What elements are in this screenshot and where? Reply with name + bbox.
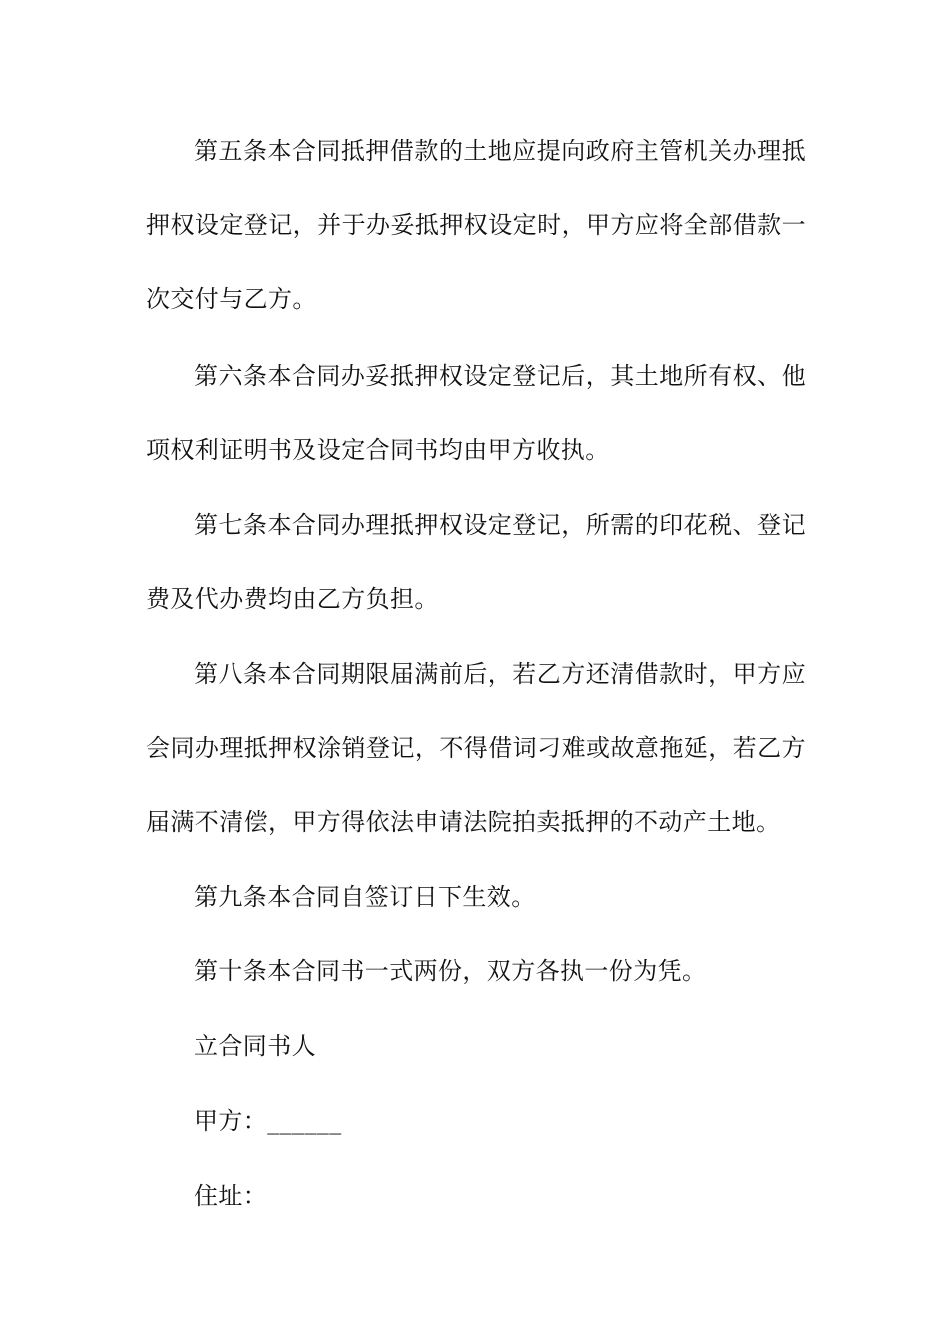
party-a-label: 甲方： <box>194 1107 268 1135</box>
party-a-line <box>146 1084 806 1158</box>
party-a-blank: ______ <box>267 1107 342 1135</box>
address-label: 住址： <box>194 1182 268 1210</box>
signatories-heading: 立合同书人 <box>194 1032 316 1060</box>
article-10-paragraph: 第十条本合同书一式两份，双方各执一份为凭。 <box>194 957 707 985</box>
article-5-paragraph: 第五条本合同抵押借款的土地应提向政府主管机关办理抵押权设定登记，并于办妥抵押权设定时，甲方应将全部借款一次交付与乙方。 <box>146 137 806 313</box>
article-9-paragraph: 第九条本合同自签订日下生效。 <box>194 883 536 911</box>
article-7-paragraph: 第七条本合同办理抵押权设定登记，所需的印花税、登记费及代办费均由乙方负担。 <box>146 511 806 613</box>
address-line <box>146 1159 806 1233</box>
article-8-paragraph: 第八条本合同期限届满前后，若乙方还清借款时，甲方应会同办理抵押权涂销登记，不得借词刁难或故意拖延，若乙方届满不清偿，甲方得依法申请法院拍卖抵押的不动产土地。 <box>146 660 806 836</box>
article-6-paragraph: 第六条本合同办妥抵押权设定登记后，其土地所有权、他项权利证明书及设定合同书均由甲方收执。 <box>146 362 806 464</box>
